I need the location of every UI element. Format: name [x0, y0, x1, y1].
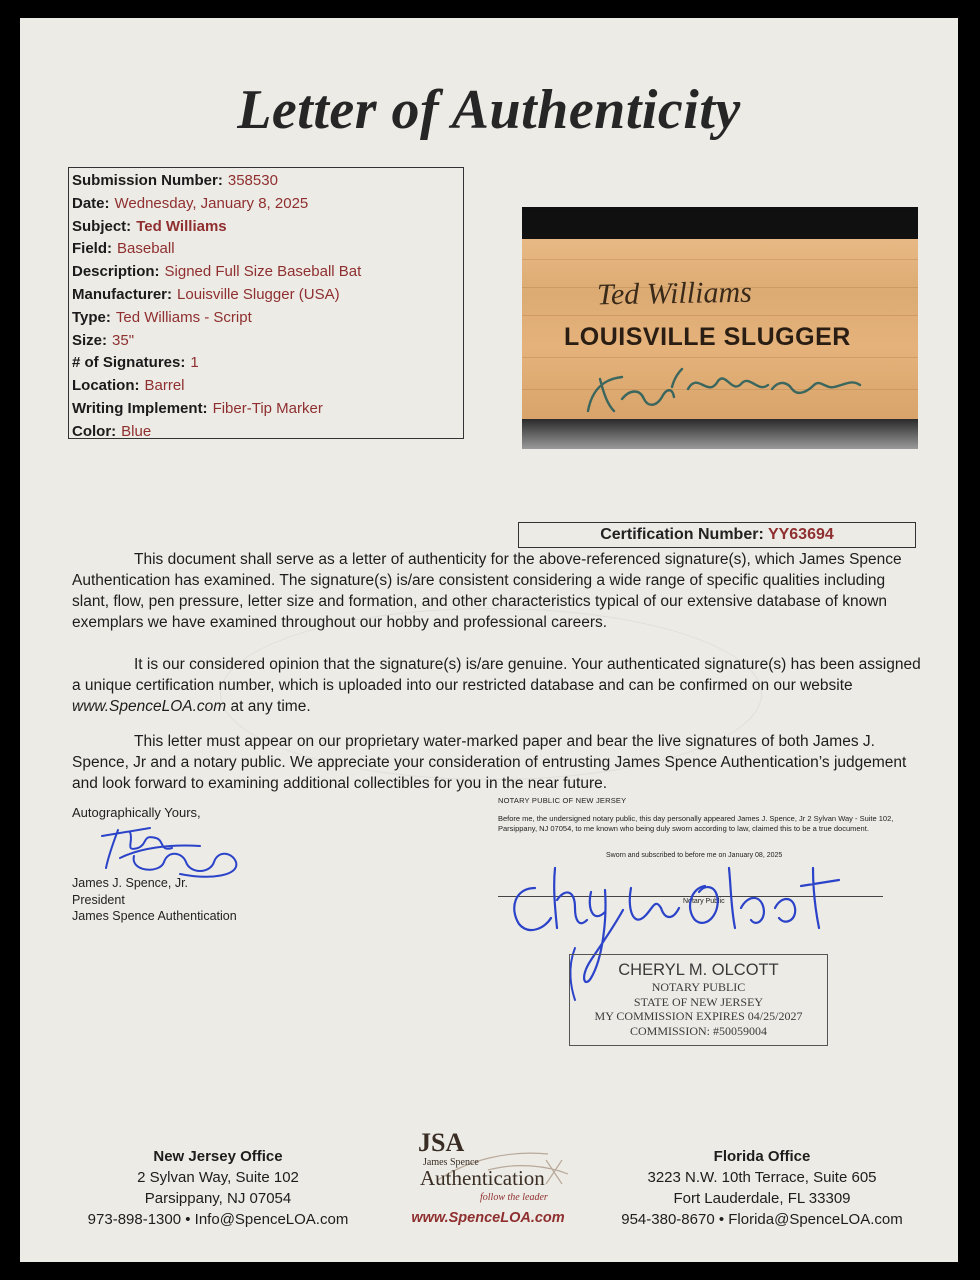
signer-name: James J. Spence, Jr.	[72, 876, 189, 890]
detail-row-description: Description: Signed Full Size Baseball Bat	[72, 263, 362, 281]
signer-company: James Spence Authentication	[72, 909, 237, 923]
office-florida: Florida Office 3223 N.W. 10th Terrace, Suite 605 Fort Lauderdale, FL 33309 954-380-8670 • Florida@SpenceLOA.com	[621, 1148, 903, 1228]
detail-row-subject: Subject: Ted Williams	[72, 217, 227, 235]
bat-autograph	[522, 239, 918, 419]
signer-details	[72, 875, 237, 925]
detail-row-color: Color: Blue	[72, 422, 152, 440]
detail-row-date: Date: Wednesday, January 8, 2025	[72, 194, 309, 212]
paragraph-examination: This document shall serve as a letter of authenticity for the above-referenced signature(s), which James Spence Authentication has examined. The signature(s) is/are consistent considering a wide range of specific qualities including slant, flow, pen pressure, letter size and formation, and other characteristics typical of our extensive database of known exemplars we have examined throughout our hobby and professional careers.	[72, 551, 902, 631]
office-new-jersey: New Jersey Office 2 Sylvan Way, Suite 102 Parsippany, NJ 07054 973-898-1300 • Info@SpenceLOA.com	[87, 1148, 349, 1228]
detail-row-size: Size: 35"	[72, 331, 135, 349]
detail-row-signatures: # of Signatures: 1	[72, 354, 199, 372]
detail-row-type: Type: Ted Williams - Script	[72, 308, 252, 326]
detail-row-submission: Submission Number: 358530	[72, 172, 278, 189]
website-link[interactable]: www.SpenceLOA.com	[72, 698, 227, 715]
notary-stamp: CHERYL M. OLCOTT NOTARY PUBLIC STATE OF NEW JERSEY MY COMMISSION EXPIRES 04/25/2027 COMMISSION: #50059004	[569, 954, 828, 1046]
signer-role: President	[72, 892, 125, 907]
bat-facsimile-signature: Ted Williams	[596, 275, 753, 312]
notary-header: NOTARY PUBLIC OF NEW JERSEY	[498, 796, 627, 805]
certification-number-box: Certification Number: YY63694	[518, 522, 916, 548]
spence-signature	[90, 818, 250, 878]
closing-text: Autographically Yours,	[72, 805, 201, 820]
page-title: Letter of Authenticity	[237, 79, 741, 141]
notary-public-label: Notary Public	[683, 898, 725, 905]
notary-text: Before me, the undersigned notary public, this day personally appeared James J. Spence, Jr 2 Sylvan Way - Suite 102, Parsippany, NJ 07054, to me known who being duly sworn according to law, claimed this to be a true document.	[498, 814, 894, 833]
paragraph-requirements: This letter must appear on our proprietary water-marked paper and bear the live signatures of both James J. Spence, Jr and a notary public. We appreciate your consideration of entrusting James Spence Authentication’s judgement and look forward to examining additional collectibles for you in the near future.	[72, 733, 907, 792]
notary-sworn: Sworn and subscribed to before me on January 08, 2025	[606, 852, 783, 859]
detail-row-location: Location: Barrel	[72, 377, 185, 395]
bat-brand-stamp: LOUISVILLE SLUGGER	[564, 323, 851, 351]
stamp-name: CHERYL M. OLCOTT	[618, 961, 779, 979]
letter-page	[20, 18, 958, 1262]
detail-row-manufacturer: Manufacturer: Louisville Slugger (USA)	[72, 285, 340, 303]
footer-website-link[interactable]: www.SpenceLOA.com	[411, 1210, 565, 1226]
certification-number: YY63694	[767, 526, 834, 543]
detail-row-field: Field: Baseball	[72, 240, 175, 258]
jsa-logo: JSA James Spence Authentication follow the leader www.SpenceLOA.com	[398, 1128, 578, 1238]
bat-barrel	[522, 239, 918, 419]
bat-photo	[522, 207, 918, 449]
detail-row-implement: Writing Implement: Fiber-Tip Marker	[72, 399, 323, 417]
paragraph-opinion: It is our considered opinion that the signature(s) is/are genuine. Your authenticated signature(s) has been assigned a unique certification number, which is uploaded into our restricted database and can be confirmed on our website www.SpenceLOA.com at any time.	[72, 656, 921, 715]
details-box	[68, 167, 464, 439]
